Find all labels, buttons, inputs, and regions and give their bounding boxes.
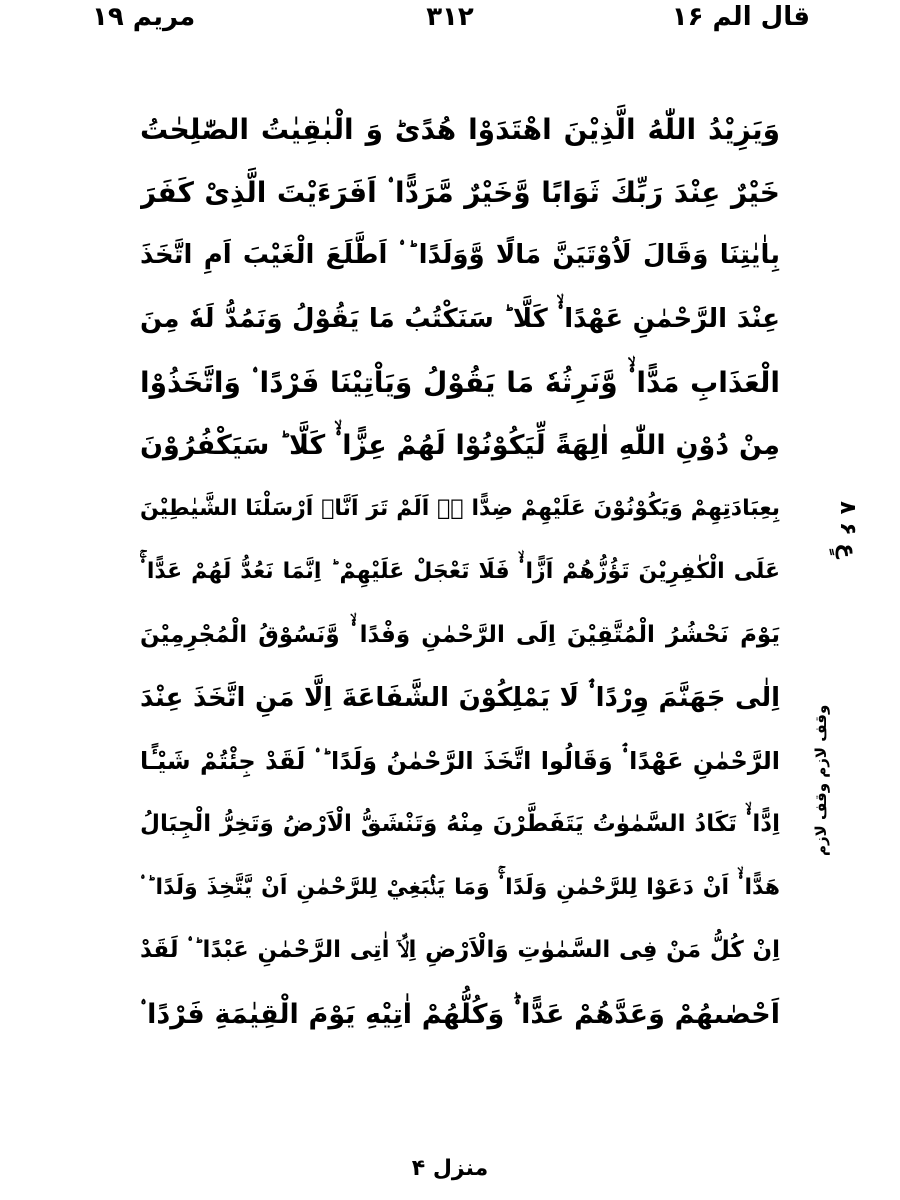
waqf-note: وقف لازم وقف لازم: [812, 705, 830, 857]
verse-line: الرَّحْمٰنِ عَهْدًا ۟ۘ وَقَالُوا اتَّخَذَ الرَّحْمٰنُ وَلَدًا ؕ ۟ لَقَدْ جِئْتُمْ شَيْـًٔا: [140, 746, 780, 775]
verse-line: اَحْصٰىهُمْ وَعَدَّهُمْ عَدًّا ۟ؕ وَكُلُّهُمْ اٰتِيْهِ يَوْمَ الْقِيٰمَةِ فَرْدًا ۟: [140, 998, 780, 1030]
verse-line: بِاٰيٰتِنَا وَقَالَ لَاُوْتَيَنَّ مَالًا وَّوَلَدًا ؕ ۟ اَطَّلَعَ الْغَيْبَ اَمِ اتَّخَذَ: [140, 240, 780, 271]
verse-line: بِعِبَادَتِهِمْ وَيَكُوْنُوْنَ عَلَيْهِمْ ضِدًّا ۟ؒ اَلَمْ تَرَ اَنَّاۤ اَرْسَلْنَا الشَّيٰطِيْنَ: [140, 496, 780, 522]
verse-line: خَيْرٌ عِنْدَ رَبِّكَ ثَوَابًا وَّخَيْرٌ مَّرَدًّا ۟ اَفَرَءَيْتَ الَّذِىْ كَفَرَ: [140, 176, 780, 210]
verse-line: هَدًّا ۟ۙ اَنْ دَعَوْا لِلرَّحْمٰنِ وَلَدًا ۟ۚ وَمَا يَنْۢبَغِيْ لِلرَّحْمٰنِ اَنْ يَّتَّخِذَ وَلَدًا ؕ ۟: [140, 875, 780, 901]
page-number: ۳۱۲: [426, 2, 474, 32]
ruku-marker: [800, 500, 860, 560]
verse-line: اِلٰى جَهَنَّمَ وِرْدًا ۟ۘ لَا يَمْلِكُوْنَ الشَّفَاعَةَ اِلَّا مَنِ اتَّخَذَ عِنْدَ: [140, 682, 780, 713]
verse-line: اِدًّا ۟ۙ تَكَادُ السَّمٰوٰتُ يَتَفَطَّرْنَ مِنْهُ وَتَنْشَقُّ الْاَرْضُ وَتَخِرُّ الْجِبَالُ: [140, 811, 780, 838]
juz-name: قال الم ۱۶: [671, 2, 810, 32]
verse-line: وَيَزِيْدُ اللّٰهُ الَّذِيْنَ اهْتَدَوْا هُدًىؕ وَ الْبٰقِيٰتُ الصّٰلِحٰتُ: [140, 113, 780, 146]
verse-line: يَوْمَ نَحْشُرُ الْمُتَّقِيْنَ اِلَى الرَّحْمٰنِ وَفْدًا ۟ۙ وَّنَسُوْقُ الْمُجْرِمِيْنَ: [140, 621, 780, 648]
ruku-numbers: ۶ ۸: [835, 501, 860, 536]
surah-name: مریم ۱۹: [92, 2, 196, 32]
verse-line: اِنْ كُلُّ مَنْ فِى السَّمٰوٰتِ وَالْاَرْضِ اِلَّاۤ اٰتِى الرَّحْمٰنِ عَبْدًا ؕ ۟ لَقَدْ: [140, 937, 780, 964]
verse-line: عَلَى الْكٰفِرِيْنَ تَؤُزُّهُمْ اَزًّا ۟ۙ فَلَا تَعْجَلْ عَلَيْهِمْ ؕ اِنَّمَا نَعُدُّ لَهُمْ عَدًّا ۟ۚ: [140, 559, 780, 585]
verse-block: [140, 98, 780, 1108]
page-header: [0, 0, 900, 40]
verse-line: الْعَذَابِ مَدًّا ۟ۙ وَّنَرِثُهٗ مَا يَقُوْلُ وَيَاْتِيْنَا فَرْدًا ۟ وَاتَّخَذُوْا: [140, 365, 780, 399]
verse-line: مِنْ دُوْنِ اللّٰهِ اٰلِهَةً لِّيَكُوْنُوْا لَهُمْ عِزًّا ۟ۙ كَلَّا ؕ سَيَكْفُرُوْنَ: [140, 429, 780, 461]
manzil-footer: منزل ۴: [411, 1156, 489, 1181]
verse-line: عِنْدَ الرَّحْمٰنِ عَهْدًا ۟ۙ كَلَّا ؕ سَنَكْتُبُ مَا يَقُوْلُ وَنَمُدُّ لَهٗ مِنَ: [140, 303, 780, 334]
ruku-mark: عٍ: [835, 543, 860, 559]
